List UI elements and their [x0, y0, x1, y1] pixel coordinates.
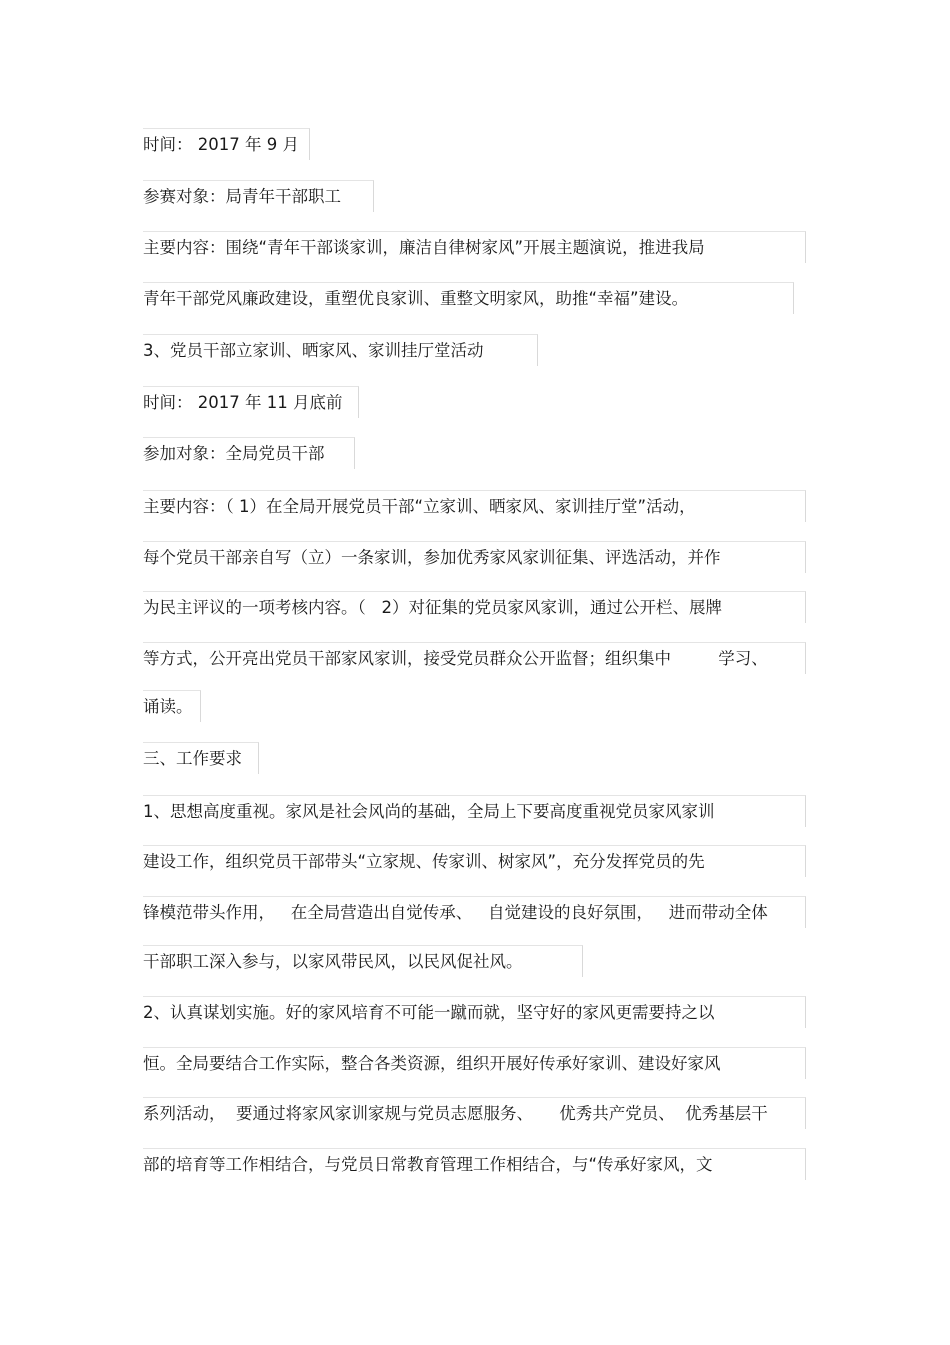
text-line: 时间： 2017 年 11 月底前 [143, 386, 359, 418]
section-heading: 3、党员干部立家训、晒家风、家训挂厅堂活动 [143, 334, 538, 366]
text-line: 系列活动， 要通过将家风家训家规与党员志愿服务、 优秀共产党员、 优秀基层干 [143, 1097, 806, 1129]
text-line: 恒。全局要结合工作实际，整合各类资源，组织开展好传承好家训、建设好家风 [143, 1047, 806, 1079]
text-line: 等方式，公开亮出党员干部家风家训，接受党员群众公开监督；组织集中 学习、 [143, 642, 806, 674]
text-line: 青年干部党风廉政建设，重塑优良家训、重整文明家风，助推“幸福”建设。 [143, 282, 794, 314]
text-line: 参加对象：全局党员干部 [143, 437, 355, 469]
text-line: 建设工作，组织党员干部带头“立家规、传家训、树家风”，充分发挥党员的先 [143, 845, 806, 877]
section-heading: 三、工作要求 [143, 742, 259, 774]
text-line: 2、认真谋划实施。好的家风培育不可能一蹴而就，坚守好的家风更需要持之以 [143, 996, 806, 1028]
text-line: 锋模范带头作用， 在全局营造出自觉传承、 自觉建设的良好氛围， 进而带动全体 [143, 896, 806, 928]
text-line: 为民主评议的一项考核内容。（ 2）对征集的党员家风家训，通过公开栏、展牌 [143, 591, 806, 623]
text-line: 主要内容：围绕“青年干部谈家训，廉洁自律树家风”开展主题演说，推进我局 [143, 231, 806, 263]
text-line: 每个党员干部亲自写（立）一条家训，参加优秀家风家训征集、评选活动，并作 [143, 541, 806, 573]
text-line: 干部职工深入参与，以家风带民风，以民风促社风。 [143, 945, 583, 977]
text-line: 1、思想高度重视。家风是社会风尚的基础，全局上下要高度重视党员家风家训 [143, 795, 806, 827]
text-line: 参赛对象：局青年干部职工 [143, 180, 374, 212]
text-line: 主要内容：（ 1）在全局开展党员干部“立家训、晒家风、家训挂厅堂”活动， [143, 490, 806, 522]
text-line: 诵读。 [143, 690, 201, 722]
text-line: 部的培育等工作相结合，与党员日常教育管理工作相结合，与“传承好家风，文 [143, 1148, 806, 1180]
text-line: 时间： 2017 年 9 月 [143, 128, 310, 160]
